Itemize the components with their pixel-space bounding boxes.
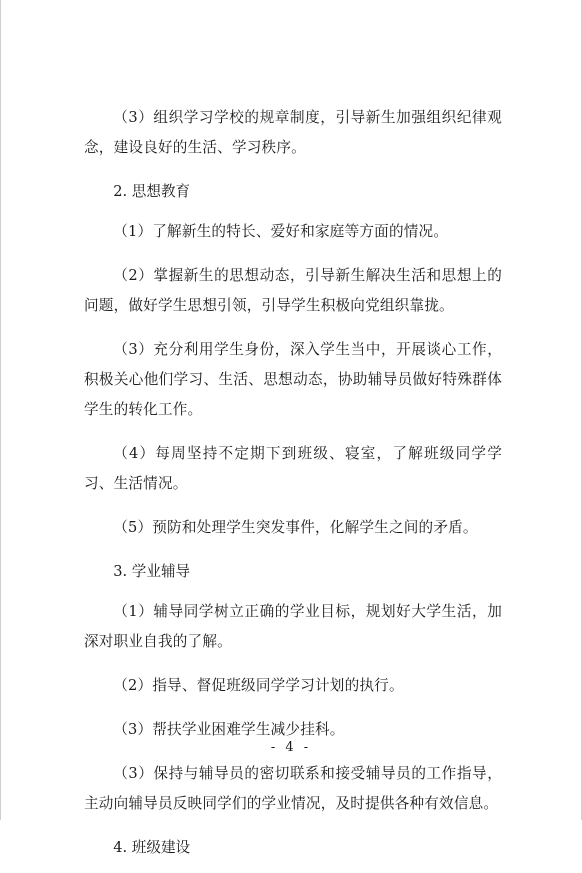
section-heading-class-building: 4. 班级建设 bbox=[113, 839, 191, 856]
paragraph-counselor-contact: （3）保持与辅导员的密切联系和接受辅导员的工作指导，主动向辅导员反映同学们的学业情况，及时提供各种有效信息。 bbox=[84, 765, 502, 812]
paragraph-study-plan: （2）指导、督促班级同学学习计划的执行。 bbox=[113, 677, 404, 694]
paragraph-understand-students: （1）了解新生的特长、爱好和家庭等方面的情况。 bbox=[113, 223, 449, 240]
paragraph-emergencies: （5）预防和处理学生突发事件，化解学生之间的矛盾。 bbox=[113, 519, 478, 536]
section-heading-ideological-education: 2. 思想教育 bbox=[113, 183, 191, 200]
paragraph-rules-order: （3）组织学习学校的规章制度，引导新生加强组织纪律观念，建设良好的生活、学习秩序。 bbox=[84, 109, 502, 156]
paragraph-struggling-students: （3）帮扶学业困难学生减少挂科。 bbox=[113, 721, 345, 738]
paragraph-academic-goals: （1）辅导同学树立正确的学业目标，规划好大学生活，加深对职业自我的了解。 bbox=[84, 603, 502, 650]
page-left-edge bbox=[0, 0, 1, 820]
paragraph-heart-to-heart: （3）充分利用学生身份，深入学生当中，开展谈心工作，积极关心他们学习、生活、思想动态，协助辅导员做好特殊群体学生的转化工作。 bbox=[84, 341, 502, 418]
paragraph-weekly-visits: （4）每周坚持不定期下到班级、寝室，了解班级同学学习、生活情况。 bbox=[84, 445, 502, 492]
page-number: - 4 - bbox=[270, 740, 312, 755]
section-heading-academic-guidance: 3. 学业辅导 bbox=[113, 563, 191, 580]
paragraph-thought-dynamics: （2）掌握新生的思想动态，引导新生解决生活和思想上的问题，做好学生思想引领，引导学生积极向党组织靠拢。 bbox=[84, 267, 502, 314]
document-body bbox=[84, 103, 502, 873]
